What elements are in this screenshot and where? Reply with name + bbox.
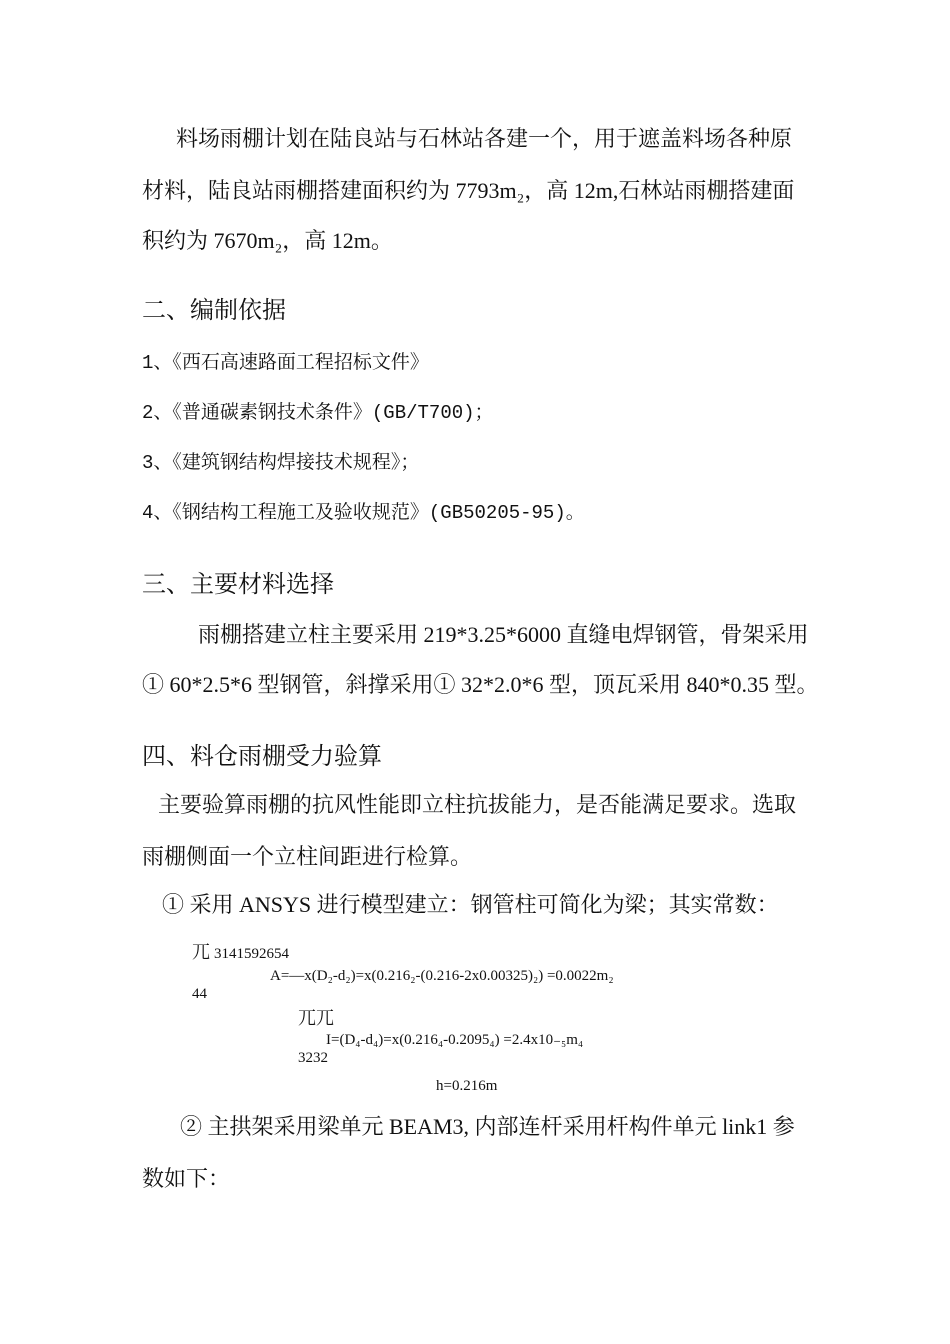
basis-item-4: 4、《钢结构工程施工及验收规范》(GB50205-95)。 [142, 502, 585, 524]
eq2-formula: I=(D₄-d₄)=x(0.216₄-0.2095₄) =2.4x10₋₅m₄ [326, 1032, 584, 1048]
eq1-denominator: 44 [192, 986, 207, 1002]
eq1-pi-symbol: 兀 [192, 942, 210, 962]
check-para-line-2: 雨棚侧面一个立柱间距进行检算。 [142, 844, 473, 869]
section-heading-materials: 三、主要材料选择 [142, 572, 334, 598]
eq1-formula: A=—x(D₂-d₂)=x(0.216₂-(0.216-2x0.00325)₂) =0.0022m₂ [270, 968, 614, 984]
basis-item-3: 3、《建筑钢结构焊接技术规程》； [142, 452, 420, 474]
step-1-text: ① 采用 ANSYS 进行模型建立：钢管柱可简化为梁；其实常数： [162, 892, 779, 917]
eq2-denominator: 3232 [298, 1050, 328, 1066]
intro-line-1: 料场雨棚计划在陆良站与石林站各建一个，用于遮盖料场各种原 [176, 126, 793, 151]
step-2-line-2: 数如下： [142, 1166, 231, 1191]
step-2-line-1: ② 主拱架采用梁单元 BEAM3, 内部连杆采用杆构件单元 link1 参 [180, 1114, 795, 1139]
eq2-pi-symbol: 兀兀 [298, 1008, 334, 1028]
intro-line-3: 积约为 7670m₂，高 12m。 [142, 228, 393, 253]
basis-item-2: 2、《普通碳素钢技术条件》(GB/T700)； [142, 402, 494, 424]
basis-item-1: 1、《西石高速路面工程招标文件》 [142, 352, 429, 374]
materials-line-2: ① 60*2.5*6 型钢管，斜撑采用① 32*2.0*6 型，顶瓦采用 840*0.35 型。 [142, 672, 819, 697]
section-heading-check: 四、料仓雨棚受力验算 [142, 744, 382, 770]
check-para-line-1: 主要验算雨棚的抗风性能即立柱抗拔能力，是否能满足要求。选取 [158, 792, 797, 817]
section-heading-basis: 二、编制依据 [142, 298, 286, 324]
eq1-pi-value: 3141592654 [214, 946, 289, 962]
intro-line-2: 材料，陆良站雨棚搭建面积约为 7793m₂，高 12m,石林站雨棚搭建面 [142, 178, 795, 203]
eq3-h: h=0.216m [436, 1078, 498, 1094]
materials-line-1: 雨棚搭建立柱主要采用 219*3.25*6000 直缝电焊钢管，骨架采用 [198, 622, 809, 647]
